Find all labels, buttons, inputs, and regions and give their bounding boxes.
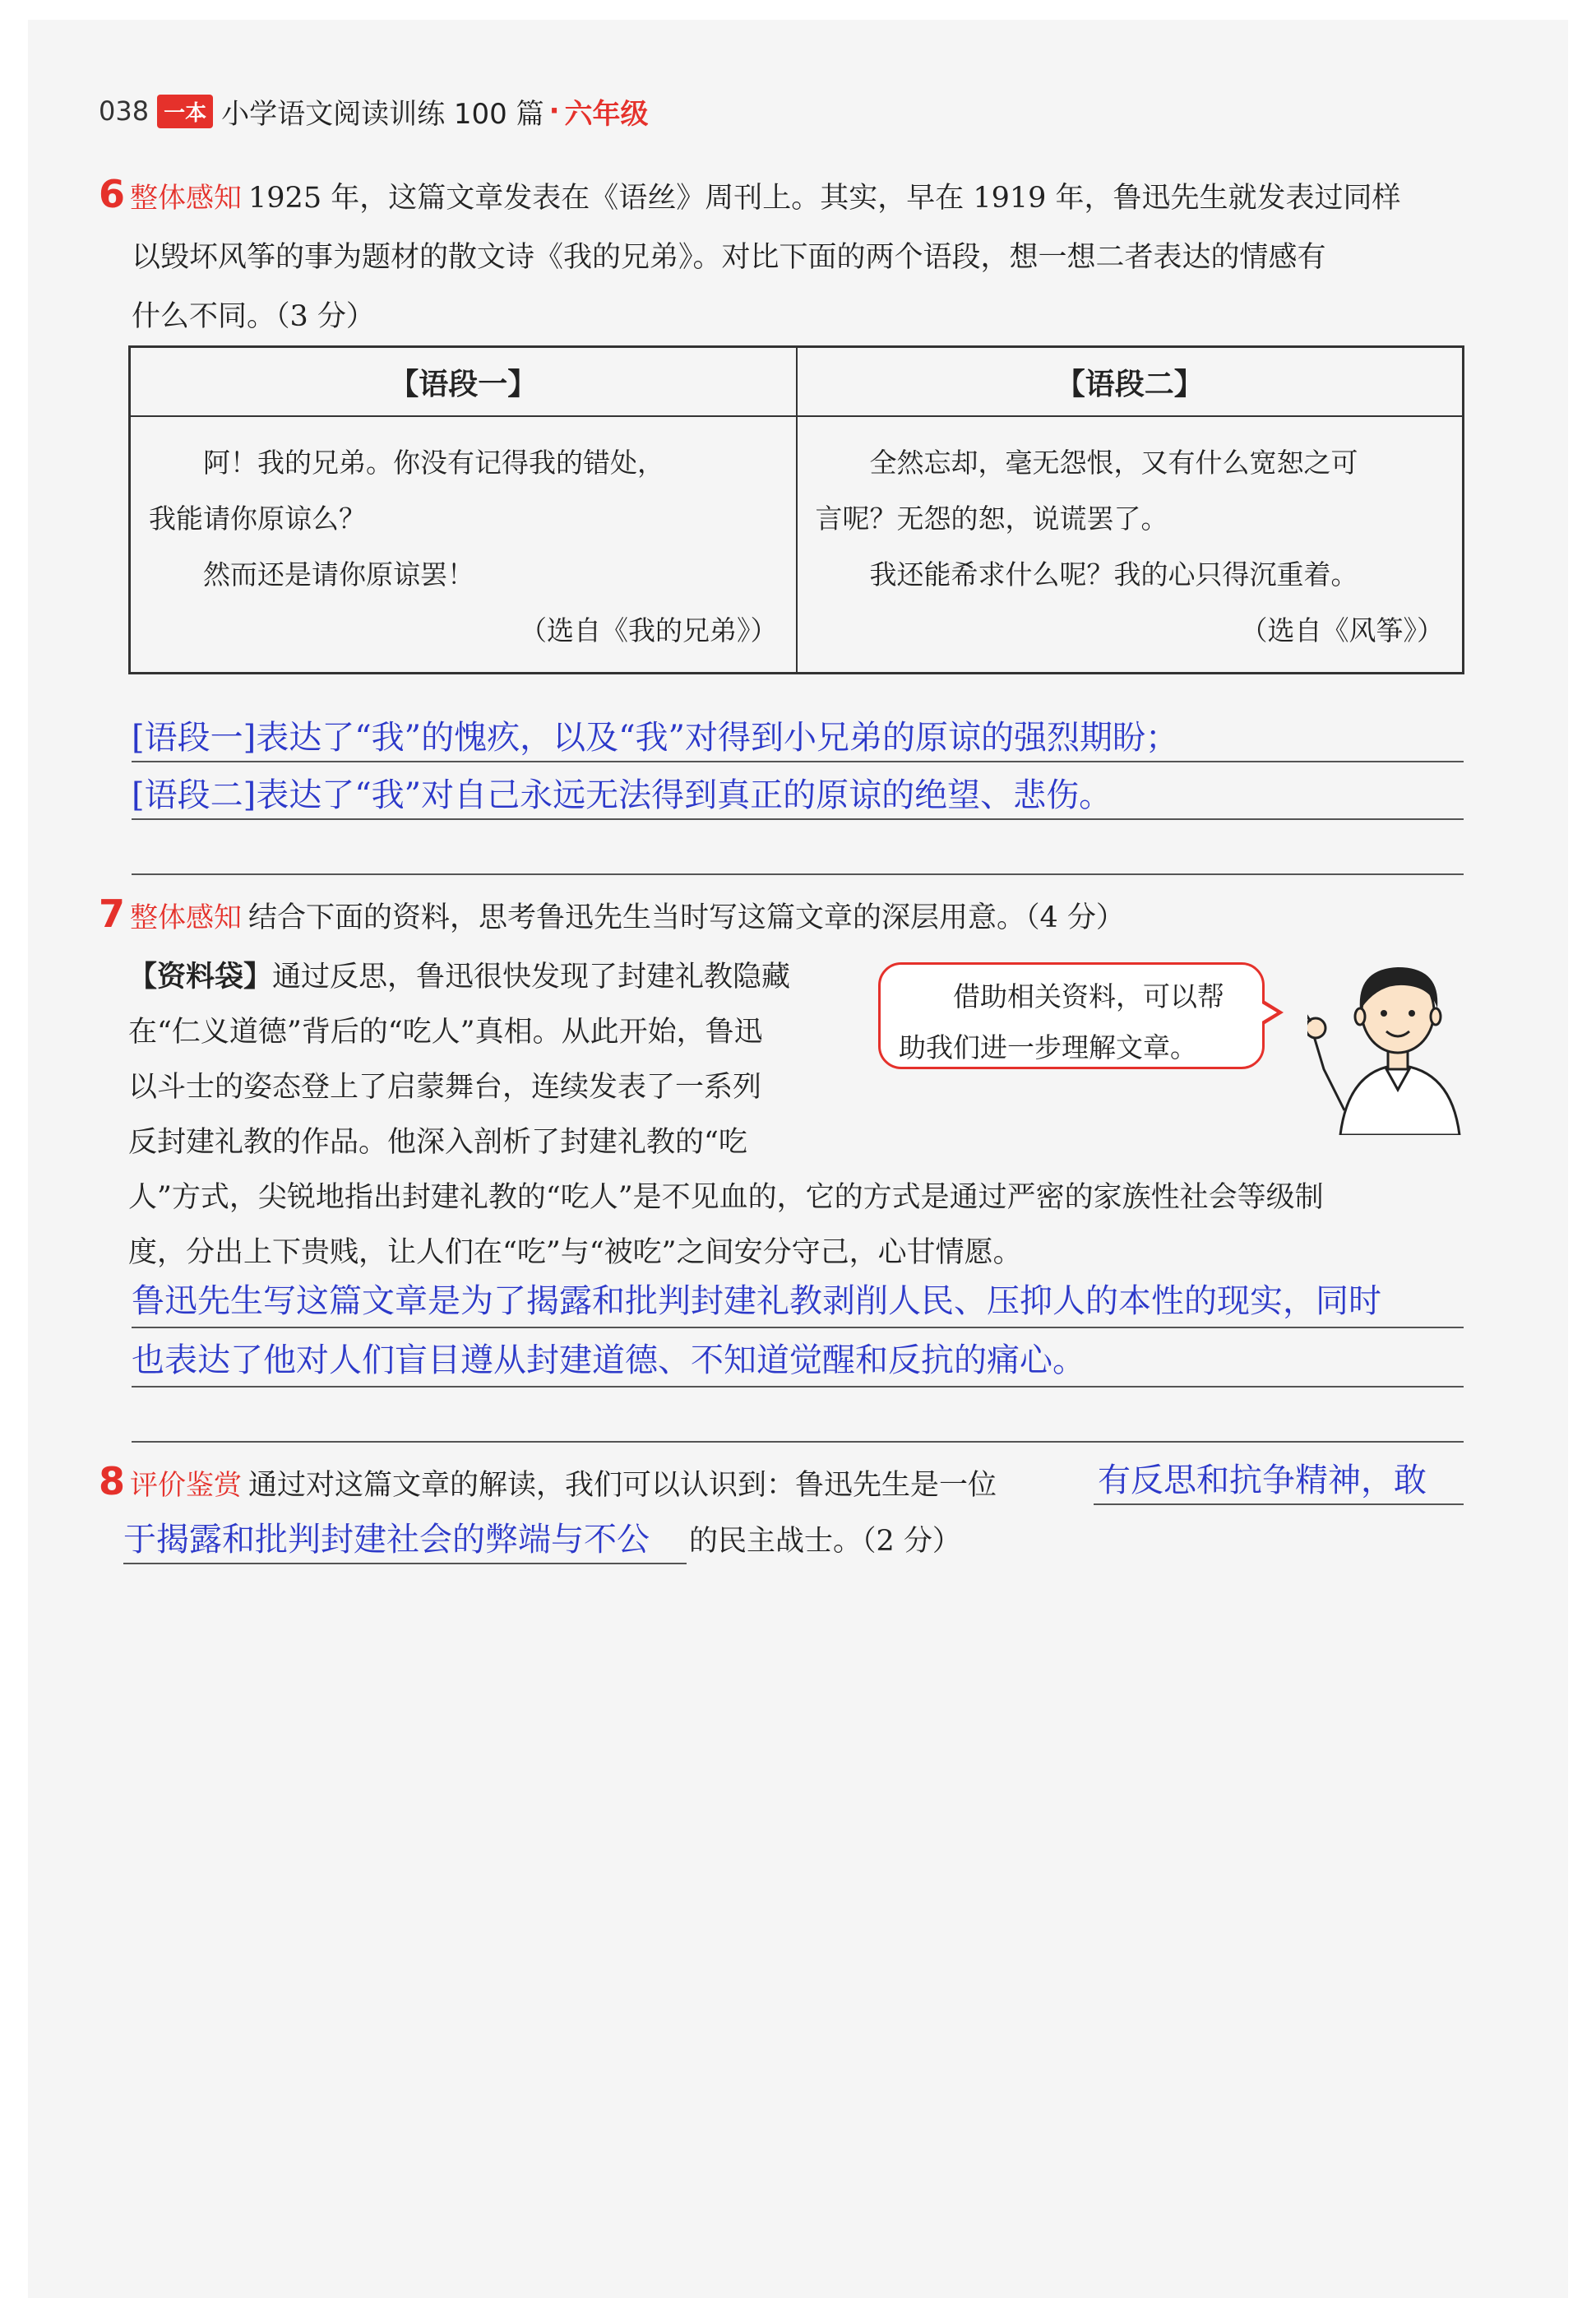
q6-answer-line2: [语段二]表达了“我”对自己永远无法得到真正的原谅的绝望、悲伤。 bbox=[132, 776, 1113, 814]
passage-2-cell bbox=[797, 416, 1464, 674]
passage-2-source: （选自《风筝》） bbox=[1240, 614, 1444, 646]
passage-1-source: （选自《我的兄弟》） bbox=[520, 614, 778, 646]
q7-answer-line1: 鲁迅先生写这篇文章是为了揭露和批判封建礼教剥削人民、压抑人的本性的现实，同时 bbox=[132, 1282, 1381, 1320]
q8-tag: 评价鉴赏 bbox=[130, 1469, 243, 1502]
q8-answer-part2: 于揭露和批判封建社会的弊端与不公 bbox=[123, 1521, 650, 1559]
q6-text-line1: 1925 年，这篇文章发表在《语丝》周刊上。其实，早在 1919 年，鲁迅先生就发表过同样 bbox=[248, 182, 1401, 215]
comparison-table bbox=[128, 345, 1464, 674]
page-number: 038 bbox=[99, 95, 150, 127]
q8-text-before: 通过对这篇文章的解读，我们可以认识到：鲁迅先生是一位 bbox=[248, 1469, 997, 1502]
q6-tag: 整体感知 bbox=[130, 182, 243, 215]
q6-text-line3: 什么不同。（3 分） bbox=[132, 300, 375, 333]
material-line6: 度，分出上下贵贱，让人们在“吃”与“被吃”之间安分守己，心甘情愿。 bbox=[128, 1236, 1022, 1269]
answer-rule bbox=[132, 818, 1464, 820]
material-label: 【资料袋】 bbox=[128, 961, 273, 994]
answer-rule bbox=[1094, 1503, 1464, 1505]
question-7 bbox=[99, 884, 1125, 947]
q7-tag: 整体感知 bbox=[130, 901, 243, 934]
page-header bbox=[99, 86, 649, 136]
book-title: 小学语文阅读训练 100 篇 bbox=[221, 97, 544, 131]
answer-rule bbox=[132, 1327, 1464, 1328]
material-line2: 在“仁义道德”背后的“吃人”真相。从此开始，鲁迅 bbox=[128, 1016, 763, 1049]
table-header-1: 【语段一】 bbox=[130, 347, 797, 417]
q6-answer-line1: [语段一]表达了“我”的愧疚，以及“我”对得到小兄弟的原谅的强烈期盼； bbox=[132, 719, 1179, 757]
material-line5: 人”方式，尖锐地指出封建礼教的“吃人”是不见血的，它的方式是通过严密的家族性社会等级制 bbox=[128, 1181, 1324, 1214]
grade-separator: · bbox=[548, 95, 560, 127]
material-line1: 通过反思，鲁迅很快发现了封建礼教隐藏 bbox=[272, 961, 791, 994]
material-line4: 反封建礼教的作品。他深入剖析了封建礼教的“吃 bbox=[128, 1126, 747, 1159]
grade-label: 六年级 bbox=[564, 97, 649, 131]
passage-1-cell bbox=[130, 416, 797, 674]
bubble-tail-inner bbox=[1261, 1003, 1277, 1022]
passage-2-line3: 我还能希求什么呢？我的心只得沉重着。 bbox=[869, 558, 1358, 591]
q7-answer-line2: 也表达了他对人们盲目遵从封建道德、不知道觉醒和反抗的痛心。 bbox=[132, 1341, 1085, 1379]
q7-number: 7 bbox=[99, 892, 126, 936]
passage-1-line2: 我能请你原谅么？ bbox=[149, 503, 366, 535]
passage-2-line2: 言呢？无怨的恕，说谎罢了。 bbox=[815, 503, 1168, 535]
tip-bubble bbox=[878, 962, 1265, 1069]
material-line3: 以斗士的姿态登上了启蒙舞台，连续发表了一系列 bbox=[128, 1071, 762, 1104]
answer-rule bbox=[123, 1563, 687, 1564]
q8-answer-part1: 有反思和抗争精神，敢 bbox=[1098, 1462, 1427, 1499]
answer-rule bbox=[132, 873, 1464, 875]
q7-text: 结合下面的资料，思考鲁迅先生当时写这篇文章的深层用意。（4 分） bbox=[248, 901, 1125, 934]
table-header-2: 【语段二】 bbox=[797, 347, 1464, 417]
q6-text-line2: 以毁坏风筝的事为题材的散文诗《我的兄弟》。对比下面的两个语段，想一想二者表达的情感有 bbox=[132, 241, 1326, 274]
cartoon-boy-icon bbox=[1307, 946, 1488, 1135]
q8-text-after: 的民主战士。（2 分） bbox=[689, 1525, 961, 1558]
answer-rule bbox=[132, 761, 1464, 762]
passage-1-line3: 然而还是请你原谅罢！ bbox=[203, 558, 474, 591]
q6-number: 6 bbox=[99, 172, 126, 216]
q6-line1 bbox=[99, 164, 1480, 228]
passage-2-line1: 全然忘却，毫无怨恨，又有什么宽恕之可 bbox=[869, 447, 1358, 479]
bubble-line2: 助我们进一步理解文章。 bbox=[899, 1031, 1197, 1063]
q8-number: 8 bbox=[99, 1459, 126, 1503]
question-6 bbox=[99, 164, 1480, 346]
passage-1-line1: 阿！我的兄弟。你没有记得我的错处， bbox=[203, 447, 664, 479]
bubble-line1: 借助相关资料，可以帮 bbox=[953, 980, 1224, 1012]
question-8 bbox=[99, 1452, 997, 1515]
brand-logo: 一本 bbox=[157, 95, 213, 128]
material-box bbox=[128, 950, 877, 1170]
answer-rule bbox=[132, 1441, 1464, 1443]
answer-rule bbox=[132, 1386, 1464, 1388]
